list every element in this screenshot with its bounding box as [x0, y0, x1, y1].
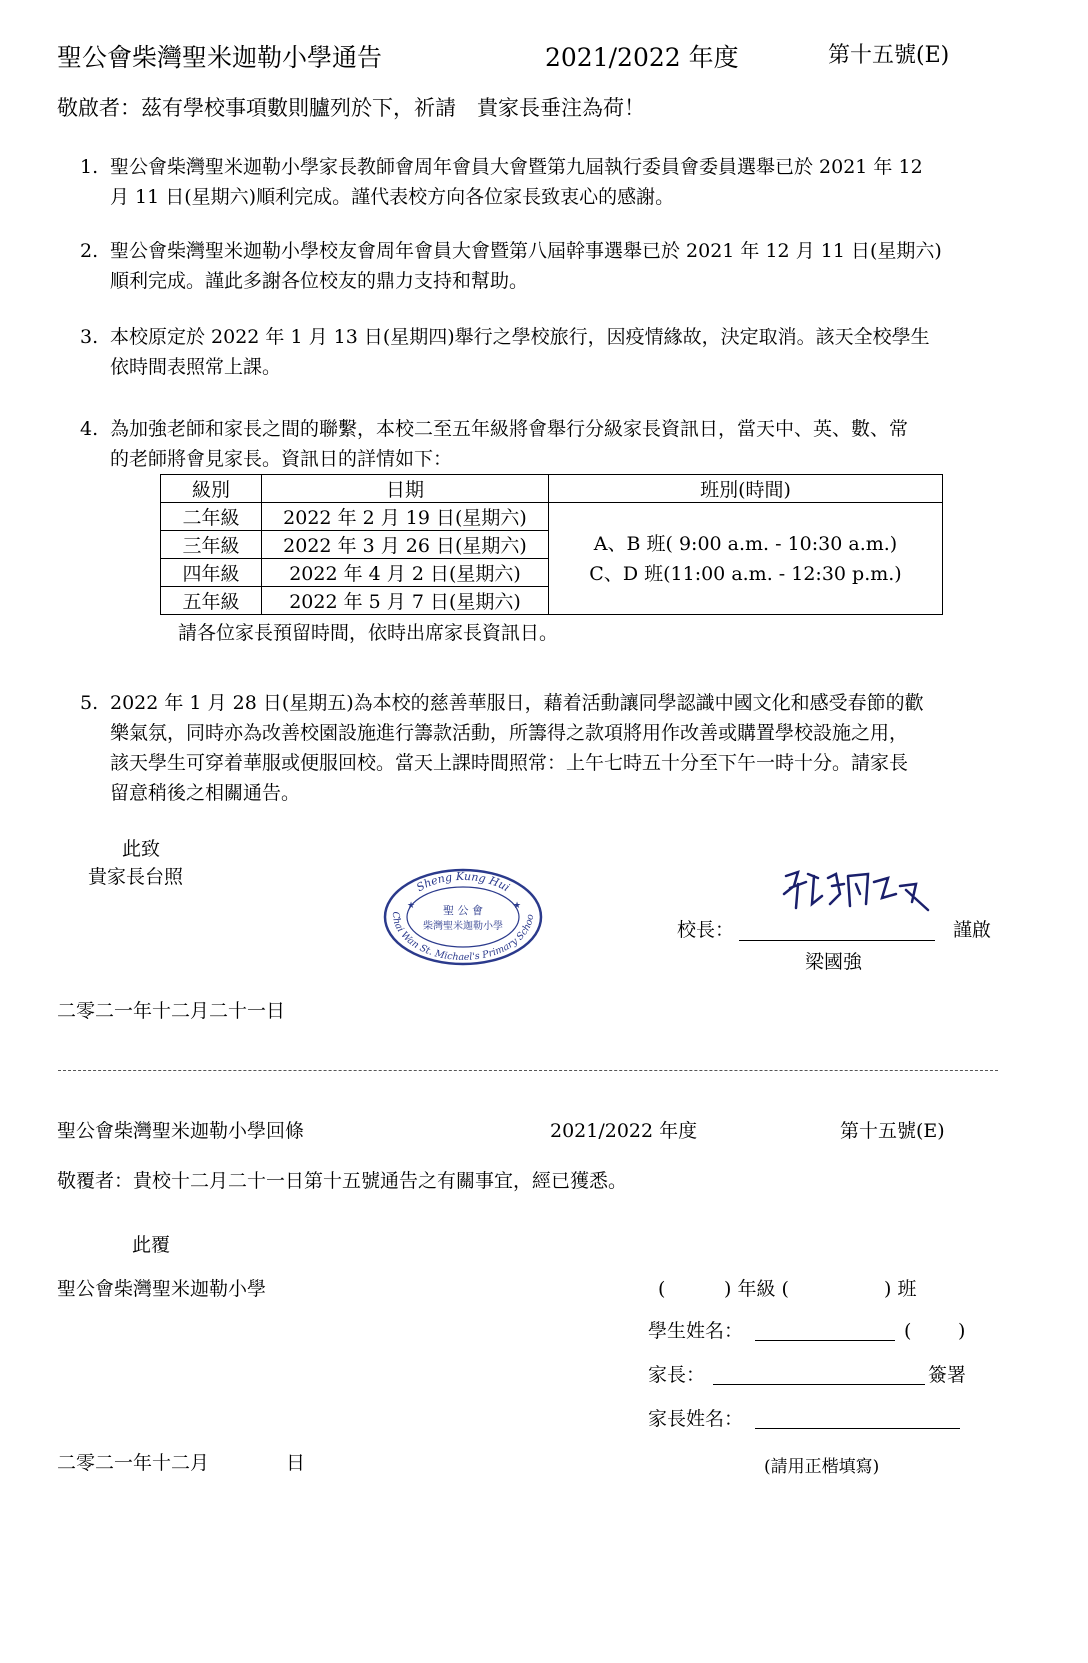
respect-text: 謹啟	[953, 919, 992, 941]
item-line: 順利完成。謹此多謝各位校友的鼎力支持和幫助。	[110, 270, 529, 292]
svg-text:★: ★	[407, 901, 416, 911]
reply-cifu: 此覆	[132, 1234, 171, 1256]
item-line: 樂氣氛，同時亦為改善校園設施進行籌款活動，所籌得之款項將用作改善或購置學校設施之用，	[110, 722, 909, 744]
list-item-3	[80, 322, 1010, 382]
signature-line	[739, 940, 935, 941]
student-name-field[interactable]	[755, 1340, 895, 1341]
schedule-note: 請各位家長預留時間，依時出席家長資訊日。	[178, 622, 559, 644]
closing-cizhi: 此致	[122, 838, 161, 860]
grade-cell: 三年級	[161, 531, 262, 559]
list-item-2	[80, 236, 1010, 296]
item-number: 5.	[80, 692, 99, 714]
svg-text:Chai Wan St. Michael's Primary: Chai Wan St. Michael's Primary Schoo	[389, 911, 537, 964]
item-line: 聖公會柴灣聖米迦勒小學校友會周年會員大會暨第八屆幹事選舉已於 2021 年 12 月 11 日(星期六)	[110, 240, 942, 262]
item-line: 該天學生可穿着華服或便服回校。當天上課時間照常：上午七時五十分至下午一時十分。請家長	[110, 752, 909, 774]
reply-date-prefix: 二零二一年十二月	[57, 1452, 210, 1474]
principal-label: 校長：	[677, 919, 735, 941]
reply-date-day-label: 日	[286, 1452, 306, 1474]
item-number: 4.	[80, 418, 99, 440]
item-number: 3.	[80, 326, 99, 348]
student-name-label: 學生姓名：	[648, 1320, 744, 1342]
class-number-paren-close: )	[958, 1320, 966, 1342]
parent-signature-field[interactable]	[713, 1384, 925, 1385]
svg-text:Sheng Kung Hui: Sheng Kung Hui	[414, 869, 512, 895]
svg-text:聖 公 會: 聖 公 會	[443, 904, 483, 917]
date-cell: 2022 年 5 月 7 日(星期六)	[262, 587, 549, 615]
grade-cell: 五年級	[161, 587, 262, 615]
col-header-class-time: 班別(時間)	[549, 475, 943, 503]
grade-cell: 四年級	[161, 559, 262, 587]
list-item-4	[80, 414, 1010, 474]
reply-ack-text: 敬覆者：貴校十二月二十一日第十五號通告之有關事宜，經已獲悉。	[57, 1170, 628, 1192]
class-label: ) 班	[884, 1278, 917, 1300]
reply-school-name: 聖公會柴灣聖米迦勒小學	[57, 1278, 267, 1300]
item-line: 為加強老師和家長之間的聯繫，本校二至五年級將會舉行分級家長資訊日，當天中、英、數、常	[110, 418, 909, 440]
school-seal-image	[383, 868, 543, 966]
notice-date: 二零二一年十二月二十一日	[57, 1000, 286, 1022]
class-number-paren-open: (	[904, 1320, 912, 1342]
list-item-1	[80, 152, 1010, 212]
item-line: 留意稍後之相關通告。	[110, 782, 301, 804]
principal-name: 梁國強	[805, 951, 863, 973]
notice-number: 第十五號(E)	[828, 43, 950, 68]
svg-text:柴灣聖米迦勒小學: 柴灣聖米迦勒小學	[423, 921, 503, 932]
print-hint: (請用正楷填寫)	[764, 1457, 880, 1477]
class-input[interactable]	[810, 1278, 882, 1302]
class-time-cd: C、D 班(11:00 a.m. - 12:30 p.m.)	[589, 562, 902, 585]
col-header-date: 日期	[262, 475, 549, 503]
item-line: 的老師將會見家長。資訊日的詳情如下：	[110, 448, 453, 470]
item-number: 1.	[80, 156, 99, 178]
item-line: 本校原定於 2022 年 1 月 13 日(星期四)舉行之學校旅行，因疫情緣故，決定取消。該天全校學生	[110, 326, 930, 348]
grade-cell: 二年級	[161, 503, 262, 531]
col-header-grade: 級別	[161, 475, 262, 503]
closing-addressee: 貴家長台照	[88, 866, 184, 888]
reply-day-field[interactable]	[232, 1450, 280, 1474]
notice-title: 聖公會柴灣聖米迦勒小學通告	[57, 43, 383, 72]
item-line: 依時間表照常上課。	[110, 356, 282, 378]
date-cell: 2022 年 4 月 2 日(星期六)	[262, 559, 549, 587]
item-line: 2022 年 1 月 28 日(星期五)為本校的慈善華服日，藉着活動讓同學認識中國文化和感受春節的歡	[110, 692, 924, 714]
reply-school-year: 2021/2022 年度	[550, 1120, 698, 1142]
parent-name-field[interactable]	[755, 1428, 960, 1429]
date-cell: 2022 年 2 月 19 日(星期六)	[262, 503, 549, 531]
grade-input[interactable]	[672, 1278, 722, 1302]
item-number: 2.	[80, 240, 99, 262]
class-number-field[interactable]	[918, 1318, 954, 1342]
svg-text:★: ★	[513, 901, 522, 911]
class-time-ab: A、B 班( 9:00 a.m. - 10:30 a.m.)	[593, 532, 898, 555]
date-cell: 2022 年 3 月 26 日(星期六)	[262, 531, 549, 559]
schedule-table	[160, 474, 943, 615]
table-header-row	[161, 475, 943, 503]
principal-signature-image	[778, 864, 948, 924]
grade-paren-open: (	[658, 1278, 666, 1300]
table-row	[161, 503, 943, 531]
list-item-5	[80, 688, 1010, 808]
reply-notice-number: 第十五號(E)	[840, 1120, 945, 1142]
grade-label: ) 年級 (	[724, 1278, 789, 1300]
item-line: 月 11 日(星期六)順利完成。謹代表校方向各位家長致衷心的感謝。	[110, 186, 675, 208]
class-time-cell	[549, 503, 943, 615]
parent-name-label: 家長姓名：	[648, 1408, 744, 1430]
cut-line-divider	[58, 1070, 998, 1071]
item-line: 聖公會柴灣聖米迦勒小學家長教師會周年會員大會暨第九屆執行委員會委員選舉已於 2021 年 12	[110, 156, 923, 178]
sign-label: 簽署	[928, 1364, 967, 1386]
school-year: 2021/2022 年度	[545, 43, 739, 72]
reply-title: 聖公會柴灣聖米迦勒小學回條	[57, 1120, 305, 1142]
intro-text: 敬啟者：茲有學校事項數則臚列於下，祈請 貴家長垂注為荷！	[57, 96, 645, 120]
parent-label: 家長：	[648, 1364, 706, 1386]
